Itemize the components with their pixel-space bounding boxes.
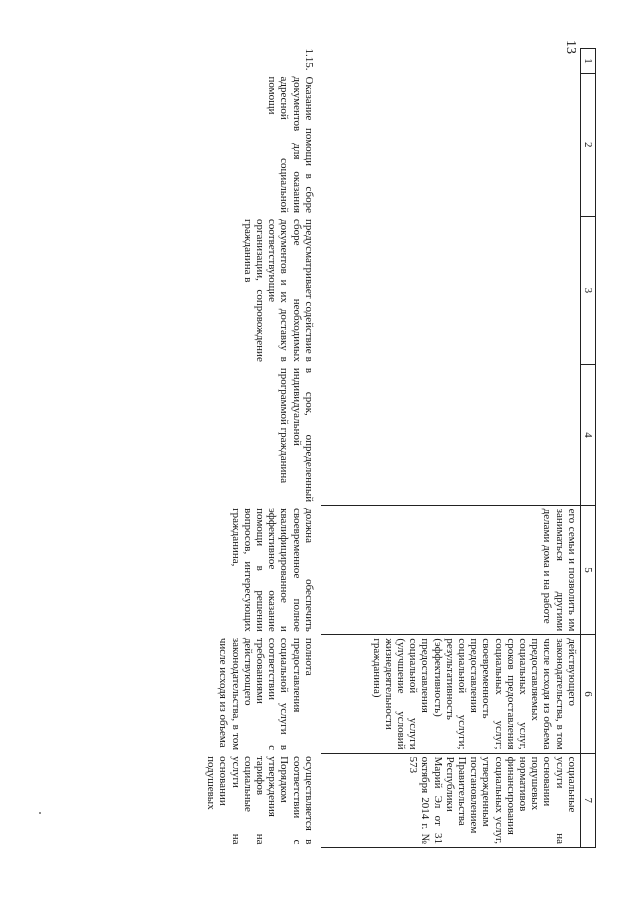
cell-number xyxy=(203,49,321,74)
header-col-5: 5 xyxy=(580,505,595,635)
cell-description xyxy=(321,216,581,365)
services-table xyxy=(203,48,596,848)
cell-deadline: в срок, определенный индивидуальной программой гражданина xyxy=(278,367,315,503)
row-number: 1.15. xyxy=(302,48,315,71)
header-col-4: 4 xyxy=(580,365,595,505)
cell-number xyxy=(321,49,581,74)
header-row xyxy=(580,49,595,848)
page-number: 13 xyxy=(563,40,578,54)
cell-quality-indicators: полнота предоставления социальной услуги в соответствии с требованиями действующего законодательства, в том числе исходя из объема xyxy=(217,637,315,751)
header-col-1: 1 xyxy=(580,49,595,74)
cell-quality-indicators: действующего законодательства, в том числе исходя из объема предоставляемых социальных услуг, сроков предоставления социальных услуг; своевременность предоставления социальной услуги; результативность (эффективность) предоставления социальной услуги (улучшение условий жизнедеятельности гражданина) xyxy=(321,635,581,753)
scan-speck xyxy=(39,812,41,814)
cell-description: предусматривает содействие в сборе необходимых документов и их доставку в соответствующие организации, сопровождение гражданина в xyxy=(241,219,315,362)
cell-conditions: должна обеспечить своевременное полное квалифицированное и эффективное оказание помощи в решении вопросов, интересующих гражданина, xyxy=(229,508,315,632)
table-row-1-15 xyxy=(203,49,321,848)
cell-service-name xyxy=(321,74,581,217)
header-col-3: 3 xyxy=(580,216,595,365)
header-col-7: 7 xyxy=(580,753,595,847)
cell-funding: осуществляется в соответствии с Порядком утверждения тарифов на социальные услуги на основании подушевых xyxy=(205,756,315,845)
cell-funding: социальные услуги на основании подушевых нормативов финансирования социальных услуг, утвержденным постановлением Правительства Республики Марий Эл от 31 октября 2014 г. № 573 xyxy=(321,753,581,847)
table-row-continuation xyxy=(321,49,581,848)
rotated-page xyxy=(96,48,596,848)
header-col-6: 6 xyxy=(580,635,595,753)
cell-conditions: его семьи и позволить им заниматься другими делами дома и на работе xyxy=(321,505,581,635)
cell-deadline xyxy=(321,365,581,505)
cell-service-name: Оказание помощи в сборе документов для оказания адресной социальной помощи xyxy=(266,76,315,214)
header-col-2: 2 xyxy=(580,74,595,217)
